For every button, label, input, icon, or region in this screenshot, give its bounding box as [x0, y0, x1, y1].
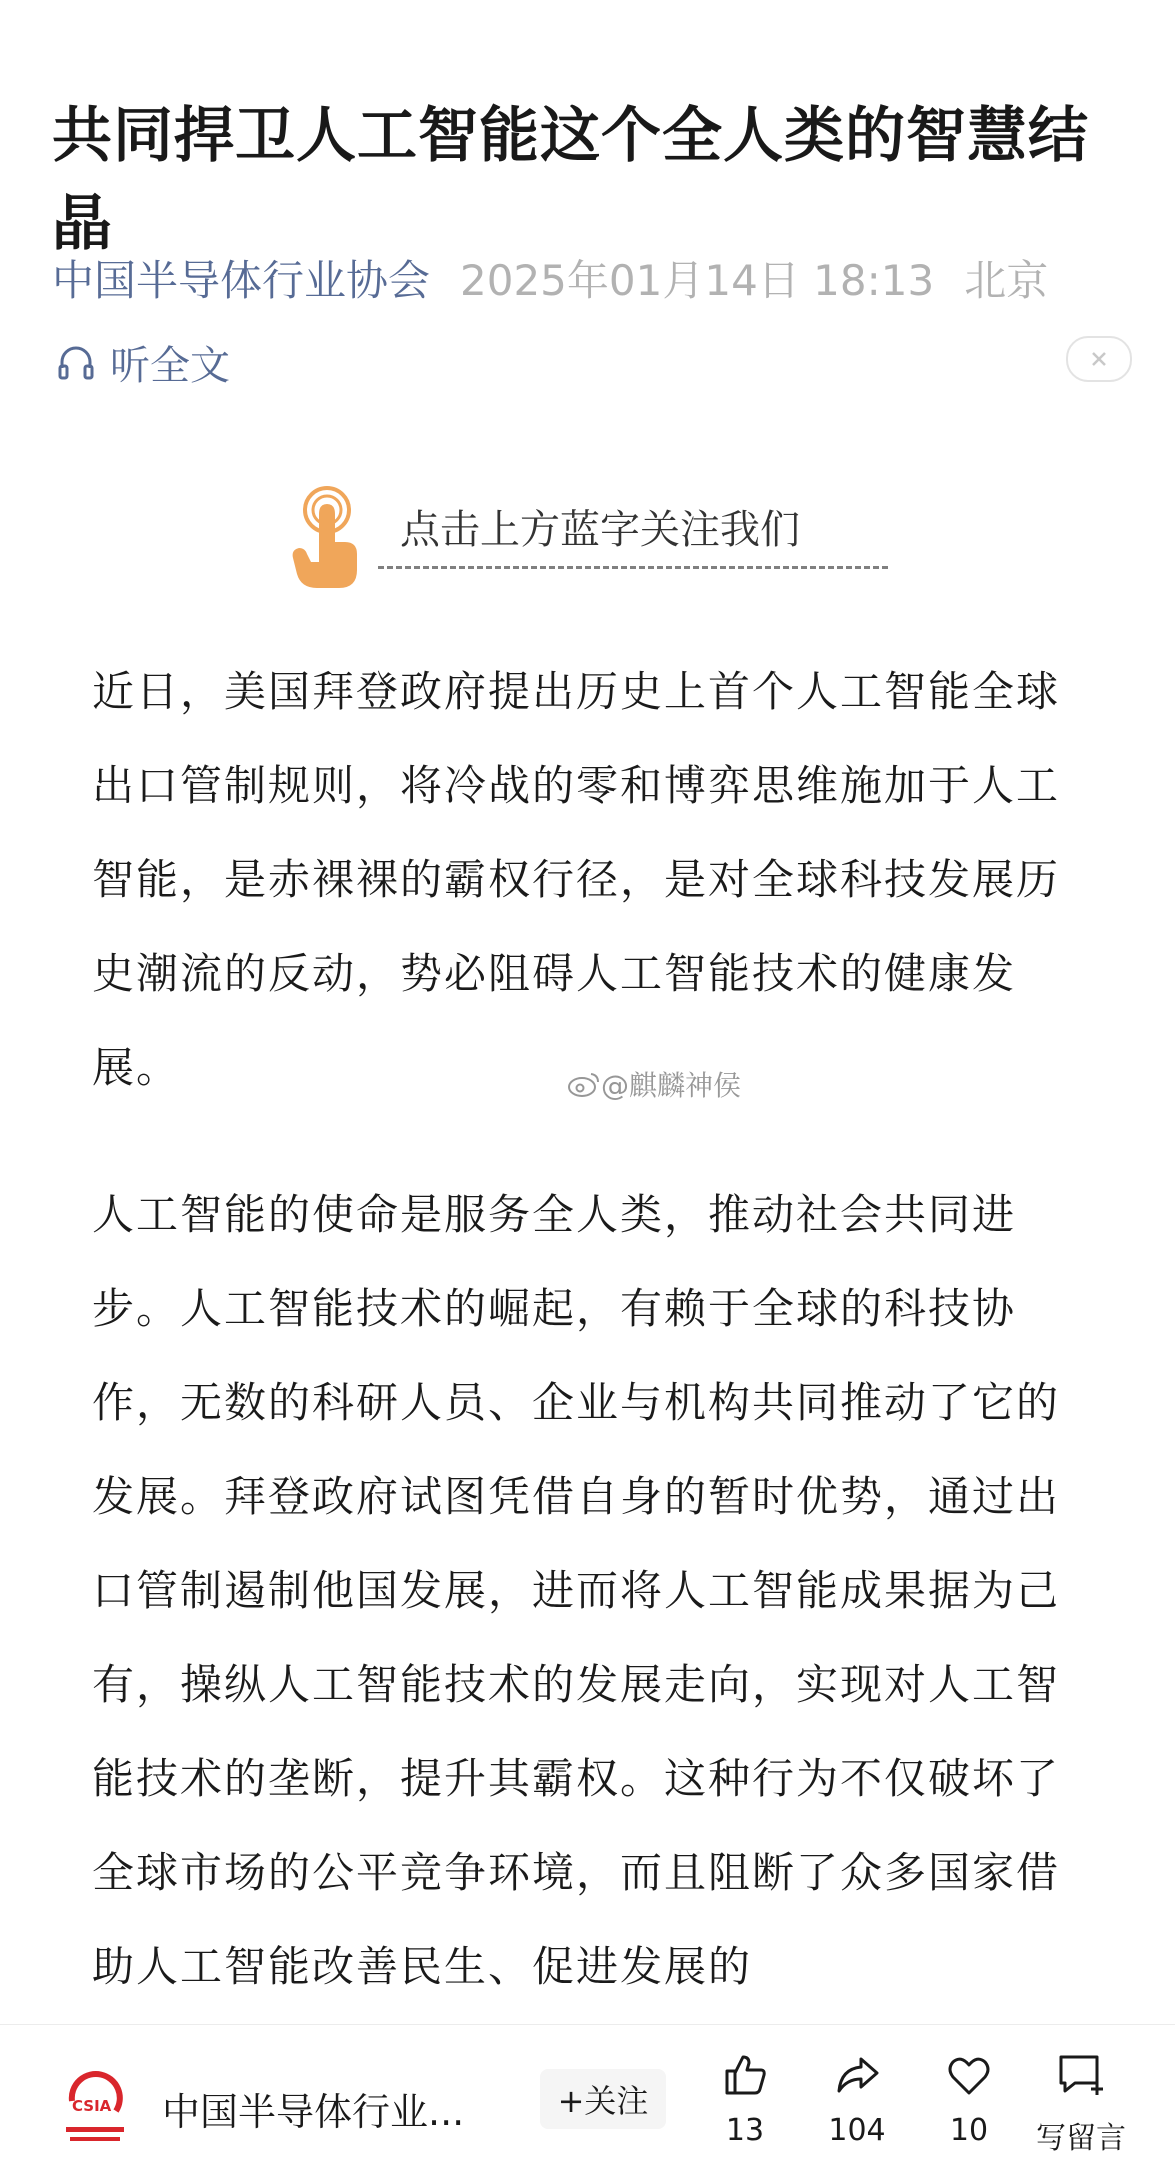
heart-button[interactable]	[914, 2047, 1024, 2165]
follow-prompt	[283, 484, 367, 594]
share-count: 104	[828, 2113, 886, 2148]
share-button[interactable]	[802, 2047, 912, 2165]
listen-label: 听全文	[110, 342, 230, 389]
share-icon	[833, 2051, 881, 2099]
heart-count: 10	[949, 2113, 989, 2148]
heart-icon	[945, 2051, 993, 2099]
weibo-watermark	[567, 1064, 741, 1104]
author-link[interactable]: 中国半导体行业协会	[52, 256, 431, 305]
bottom-action-bar	[0, 2024, 1175, 2165]
close-icon	[1089, 349, 1109, 369]
weibo-icon	[567, 1070, 601, 1098]
publish-location: 北京	[964, 256, 1049, 305]
account-name[interactable]: 中国半导体行业...	[162, 2090, 465, 2134]
thumbs-up-icon	[721, 2051, 769, 2099]
write-comment-button[interactable]	[1026, 2047, 1136, 2165]
watermark-text: @麒麟神侯	[601, 1069, 742, 1102]
follow-prompt-text: 点击上方蓝字关注我们	[400, 507, 800, 553]
article-meta	[52, 248, 1048, 308]
dashed-divider	[378, 566, 888, 569]
listen-full-text-button[interactable]	[56, 334, 230, 390]
like-button[interactable]	[690, 2047, 800, 2165]
pointing-hand-icon	[283, 484, 367, 594]
account-logo[interactable]	[60, 2071, 130, 2151]
svg-text:CSIA: CSIA	[72, 2097, 112, 2115]
follow-button[interactable]: +关注	[540, 2069, 666, 2129]
article-title: 共同捍卫人工智能这个全人类的智慧结晶	[52, 101, 1089, 260]
comment-plus-icon	[1055, 2051, 1107, 2099]
csia-logo-icon	[60, 2071, 130, 2151]
publish-date: 2025年01月14日 18:13	[460, 256, 935, 305]
article-paragraph: 近日，美国拜登政府提出历史上首个人工智能全球出口管制规则，将冷战的零和博弈思维施加于人工智能，是赤裸裸的霸权行径，是对全球科技发展历史潮流的反动，势必阻碍人工智能技术的健康发展。	[92, 667, 1061, 1092]
headphones-icon	[56, 342, 96, 382]
comment-label: 写留言	[1036, 2121, 1126, 2156]
close-listen-button[interactable]	[1066, 336, 1132, 382]
like-count: 13	[725, 2113, 765, 2148]
article-paragraph: 人工智能的使命是服务全人类，推动社会共同进步。人工智能技术的崛起，有赖于全球的科技协作，无数的科研人员、企业与机构共同推动了它的发展。拜登政府试图凭借自身的暂时优势，通过出口管制遏制他国发展，进而将人工智能成果据为己有，操纵人工智能技术的发展走向，实现对人工智能技术的垄断，提升其霸权。这种行为不仅破坏了全球市场的公平竞争环境，而且阻断了众多国家借助人工智能改善民生、促进发展的	[92, 1190, 1061, 1991]
